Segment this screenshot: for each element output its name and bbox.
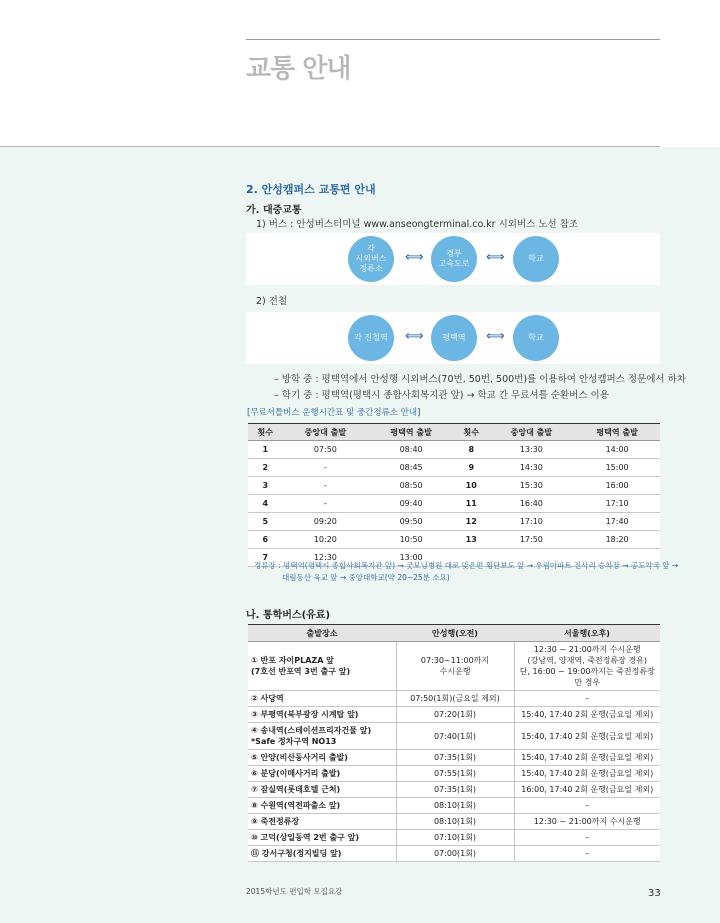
double-arrow-icon: ⟺: [486, 329, 505, 344]
place-cell: ⑥ 분당(이매사거리 출발): [248, 766, 396, 782]
pm-cell: 15:40, 17:40 2회 운행(금요일 제외): [514, 707, 660, 723]
school-bus-heading: 나. 통학버스(유료): [246, 610, 331, 621]
route-node-highway: 경부 고속도로: [431, 236, 477, 282]
table-row: [248, 642, 660, 691]
rail-info-line: 2) 전철: [256, 296, 288, 307]
route-node-bus-stop: 각 시외버스 정류소: [348, 236, 394, 282]
table-row: [248, 723, 660, 750]
double-arrow-icon: ⟺: [405, 329, 424, 344]
table-cell: 6: [248, 531, 282, 549]
table-cell: 12:30: [282, 549, 368, 567]
col-header: 평택역 출발: [574, 424, 660, 441]
am-cell: 07:35(1회): [396, 750, 514, 766]
table-cell: 11: [454, 495, 488, 513]
table-row: [248, 750, 660, 766]
table-cell: 8: [454, 441, 488, 459]
table-row: [248, 766, 660, 782]
am-cell: 07:40(1회): [396, 723, 514, 750]
table-row: [248, 531, 660, 549]
route-node-station: 각 전철역: [348, 315, 394, 361]
pm-cell: 16:00, 17:40 2회 운행(금요일 제외): [514, 782, 660, 798]
pm-cell: –: [514, 798, 660, 814]
col-header: 중앙대 출발: [282, 424, 368, 441]
table-cell: -: [282, 495, 368, 513]
table-cell: 13:00: [368, 549, 454, 567]
table-cell: 14:00: [574, 441, 660, 459]
stops-note: 정류장 : 평택역(평택시 종합사회복지관 앞) → 굿모닝병원 대로 맞은편 횡단보도 앞 → 우림아파트 진사리 승차장 → 공도약국 앞 →: [254, 561, 679, 570]
table-cell: 10:20: [282, 531, 368, 549]
table-cell: 07:50: [282, 441, 368, 459]
shuttle-caption: [무료셔틀버스 운행시간표 및 중간정류소 안내]: [247, 408, 421, 418]
am-cell: 08:10(1회): [396, 798, 514, 814]
place-cell: ⑦ 잠실역(롯데호텔 근처): [248, 782, 396, 798]
table-row: [248, 830, 660, 846]
col-header: 안성행(오전): [396, 625, 514, 642]
table-cell: 17:50: [488, 531, 574, 549]
pm-cell: 15:40, 17:40 2회 운행(금요일 제외): [514, 750, 660, 766]
double-arrow-icon: ⟺: [405, 250, 424, 265]
route-node-school: 학교: [513, 236, 559, 282]
am-cell: 07:00(1회): [396, 846, 514, 862]
table-row: [248, 691, 660, 707]
table-cell: 15:30: [488, 477, 574, 495]
table-cell: 18:20: [574, 531, 660, 549]
pm-cell: –: [514, 846, 660, 862]
place-cell: ④ 송내역(스테이션프리자건물 앞) *Safe 정차구역 NO13: [248, 723, 396, 750]
place-cell: ⑤ 안양(비산동사거리 출발): [248, 750, 396, 766]
header-rule: [246, 39, 660, 40]
pm-cell: 15:40, 17:40 2회 운행(금요일 제외): [514, 766, 660, 782]
table-row: [248, 513, 660, 531]
col-header: 서울행(오후): [514, 625, 660, 642]
double-arrow-icon: ⟺: [486, 250, 505, 265]
place-cell: ⑪ 강서구청(정지빌딩 앞): [248, 846, 396, 862]
am-cell: 07:30~11:00까지 수시운행: [396, 642, 514, 691]
col-header: 중앙대 출발: [488, 424, 574, 441]
shuttle-timetable: [248, 423, 660, 567]
table-cell: 5: [248, 513, 282, 531]
pm-cell: –: [514, 830, 660, 846]
shuttle-header-row: [248, 424, 660, 441]
school-bus-header-row: [248, 625, 660, 642]
table-cell: 16:40: [488, 495, 574, 513]
pm-cell: 15:40, 17:40 2회 운행(금요일 제외): [514, 723, 660, 750]
table-row: [248, 782, 660, 798]
col-header: 횟수: [454, 424, 488, 441]
bus-info-line: 1) 버스 : 안성버스터미널 www.anseongterminal.co.kr 시외버스 노선 참조: [256, 219, 579, 230]
table-cell: 10: [454, 477, 488, 495]
am-cell: 07:55(1회): [396, 766, 514, 782]
table-cell: -: [282, 477, 368, 495]
table-cell: 4: [248, 495, 282, 513]
table-cell: 2: [248, 459, 282, 477]
table-row: [248, 459, 660, 477]
table-cell: 17:10: [488, 513, 574, 531]
table-cell: 16:00: [574, 477, 660, 495]
place-cell: ① 반포 자이PLAZA 앞 (7호선 반포역 3번 출구 앞): [248, 642, 396, 691]
public-transport-heading: 가. 대중교통: [246, 205, 302, 216]
place-cell: ③ 부평역(북부광장 시계탑 앞): [248, 707, 396, 723]
route-node-pyeongtaek: 평택역: [431, 315, 477, 361]
semester-note: – 학기 중 : 평택역(평택시 종합사회복지관 앞) → 학교 간 무료셔틀 순환버스 이용: [274, 390, 609, 401]
table-cell: -: [282, 459, 368, 477]
table-cell: 14:30: [488, 459, 574, 477]
table-row: [248, 495, 660, 513]
table-cell: 15:00: [574, 459, 660, 477]
table-cell: 17:10: [574, 495, 660, 513]
am-cell: 07:35(1회): [396, 782, 514, 798]
table-row: [248, 814, 660, 830]
place-cell: ② 사당역: [248, 691, 396, 707]
table-cell: 12: [454, 513, 488, 531]
table-row: [248, 846, 660, 862]
section-title: 2. 안성캠퍼스 교통편 안내: [246, 183, 376, 196]
table-cell: 13: [454, 531, 488, 549]
table-cell: 1: [248, 441, 282, 459]
pm-cell: 12:30 ~ 21:00까지 수시운행: [514, 814, 660, 830]
col-header: 횟수: [248, 424, 282, 441]
am-cell: 08:10(1회): [396, 814, 514, 830]
place-cell: ⑧ 수원역(역전파출소 앞): [248, 798, 396, 814]
table-cell: 9: [454, 459, 488, 477]
stops-note-cont: 대림동산 육교 앞 → 중앙대학교(약 20~25분 소요): [282, 573, 450, 582]
am-cell: 07:50(1회)(금요일 제외): [396, 691, 514, 707]
table-cell: 08:40: [368, 441, 454, 459]
footer-text: 2015학년도 편입학 모집요강: [246, 887, 343, 896]
place-cell: ⑨ 죽전정류장: [248, 814, 396, 830]
table-cell: 3: [248, 477, 282, 495]
col-header: 평택역 출발: [368, 424, 454, 441]
table-cell: 09:20: [282, 513, 368, 531]
pm-cell: 12:30 ~ 21:00까지 수시운행 (강남역, 양재역, 죽전정류장 경유) 단, 16:00 ~ 19:00까지는 죽전정류장만 경우: [514, 642, 660, 691]
table-cell: 08:45: [368, 459, 454, 477]
am-cell: 07:20(1회): [396, 707, 514, 723]
col-header: 출발장소: [248, 625, 396, 642]
table-row: [248, 798, 660, 814]
table-cell: 09:50: [368, 513, 454, 531]
table-cell: 7: [248, 549, 282, 567]
table-cell: 09:40: [368, 495, 454, 513]
table-row: [248, 441, 660, 459]
place-cell: ⑩ 고덕(상일동역 2번 출구 앞): [248, 830, 396, 846]
am-cell: 07:10(1회): [396, 830, 514, 846]
school-bus-table: [248, 624, 660, 862]
table-cell: 17:40: [574, 513, 660, 531]
table-row: [248, 707, 660, 723]
table-row: [248, 477, 660, 495]
page-number: 33: [648, 888, 661, 899]
table-cell: 13:30: [488, 441, 574, 459]
route-node-school: 학교: [513, 315, 559, 361]
vacation-note: – 방학 중 : 평택역에서 안성행 시외버스(70번, 50번, 500번)를 이용하여 안성캠퍼스 정문에서 하차: [274, 374, 686, 385]
header-area: [0, 0, 720, 146]
page-title: 교통 안내: [246, 54, 351, 84]
pm-cell: –: [514, 691, 660, 707]
table-cell: 10:50: [368, 531, 454, 549]
table-cell: 08:50: [368, 477, 454, 495]
